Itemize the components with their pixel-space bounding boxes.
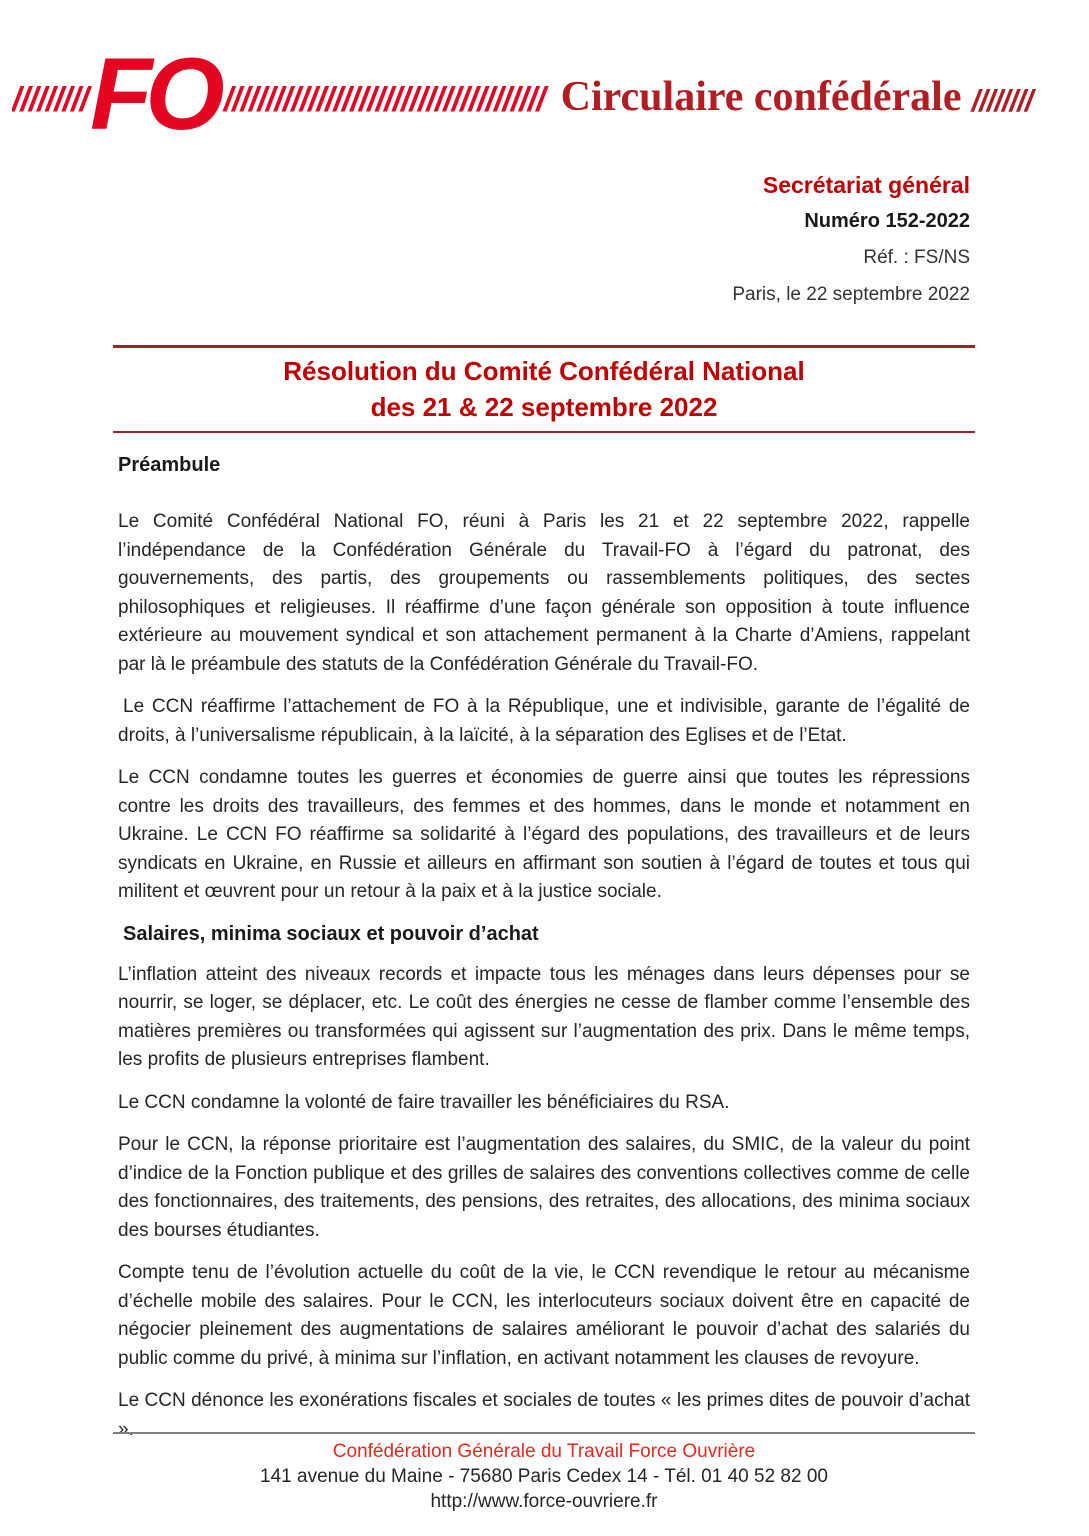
department-label: Secrétariat général [762,172,970,198]
footer-organization: Confédération Générale du Travail Force Ouvrière [332,1441,756,1462]
paragraph-5: Le CCN condamne la volonté de faire travailler les bénéficiaires du RSA. [118,1091,730,1113]
paragraph-4: L’inflation atteint des niveaux records et impacte tous les ménages dans leurs dépenses pour se nourrir, se loger, se déplacer, etc. Le coût des énergies ne cesse de flamber comme l’ensemble des matières premières ou transformées qui agissent sur l’augmentation des prix. Dans le même temps, les profits de plusieurs entreprises flambent. [118,963,970,1070]
paragraph-7: Compte tenu de l’évolution actuelle du coût de la vie, le CCN revendique le retour au mécanisme d’échelle mobile des salaires. Pour le CCN, les interlocuteurs sociaux doivent être en capacité de négocier pleinement des augmentations de salaires améliorant le pouvoir d’achat des salariés du public comme du privé, à minima sur l’inflation, en activant notamment les clauses de revoyure. [118,1262,970,1369]
circular-number: Numéro 152-2022 [804,210,970,232]
section-heading-preambule: Préambule [118,454,221,476]
paragraph-8: Le CCN dénonce les exonérations fiscales et sociales de toutes « les primes dites de pouvoir d’achat ». [118,1390,970,1440]
document-meta [732,172,970,307]
resolution-title-block [113,345,975,433]
reference-label: Réf. : FS/NS [863,247,970,268]
resolution-title-line1: Résolution du Comité Confédéral National [283,356,805,386]
footer-address: 141 avenue du Maine - 75680 Paris Cedex 14 - Tél. 01 40 52 82 00 [260,1466,828,1487]
fo-logo: FO [90,44,218,152]
resolution-title-line2: des 21 & 22 septembre 2022 [370,392,718,422]
dateline: Paris, le 22 septembre 2022 [732,284,970,305]
section-heading-salaires: Salaires, minima sociaux et pouvoir d’achat [123,922,539,945]
document-body [118,452,970,1458]
banner-title: Circulaire confédérale [560,74,962,120]
paragraph-6: Pour le CCN, la réponse prioritaire est l’augmentation des salaires, du SMIC, de la valeur du point d’indice de la Fonction publique et des grilles de salaires des conventions collectives comme de celle des fonctionnaires, des traitements, des pensions, des retraites, des allocations, des minima sociaux des bourses étudiantes. [118,1134,970,1241]
document-footer [113,1432,975,1514]
paragraph-1: Le Comité Confédéral National FO, réuni à Paris les 21 et 22 septembre 2022, rappelle l’indépendance de la Confédération Générale du Travail-FO à l’égard du patronat, des gouvernements, des partis, des groupements ou rassemblements politiques, des sectes philosophiques et religieuses. Il réaffirme d’une façon générale son opposition à toute influence extérieure au mouvement syndical et son attachement permanent à la Charte d’Amiens, rappelant par là le préambule des statuts de la Confédération Générale du Travail-FO. [118,511,970,675]
footer-website-url: http://www.force-ouvriere.fr [430,1491,658,1512]
paragraph-2: Le CCN réaffirme l’attachement de FO à la République, une et indivisible, garante de l’égalité de droits, à l’universalisme républicain, à la laïcité, à la séparation des Eglises et de l’Etat. [118,696,970,746]
banner-mid-slashes-decoration: ////////////////////////////////////// [223,81,545,119]
banner-right-slashes-decoration: //////// [971,82,1033,118]
paragraph-3: Le CCN condamne toutes les guerres et économies de guerre ainsi que toutes les répressions contre les droits des travailleurs, des femmes et des hommes, dans le monde et notamment en Ukraine. Le CCN FO réaffirme sa solidarité à l’égard des populations, des travailleurs et de leurs syndicats en Ukraine, en Russie et ailleurs en affirmant son soutien à l’égard de toutes et tous qui militent et œuvrent pour un retour à la paix et à la justice sociale. [118,767,970,902]
header-banner [12,44,1083,156]
banner-left-slashes-decoration: ///////// [12,81,89,119]
